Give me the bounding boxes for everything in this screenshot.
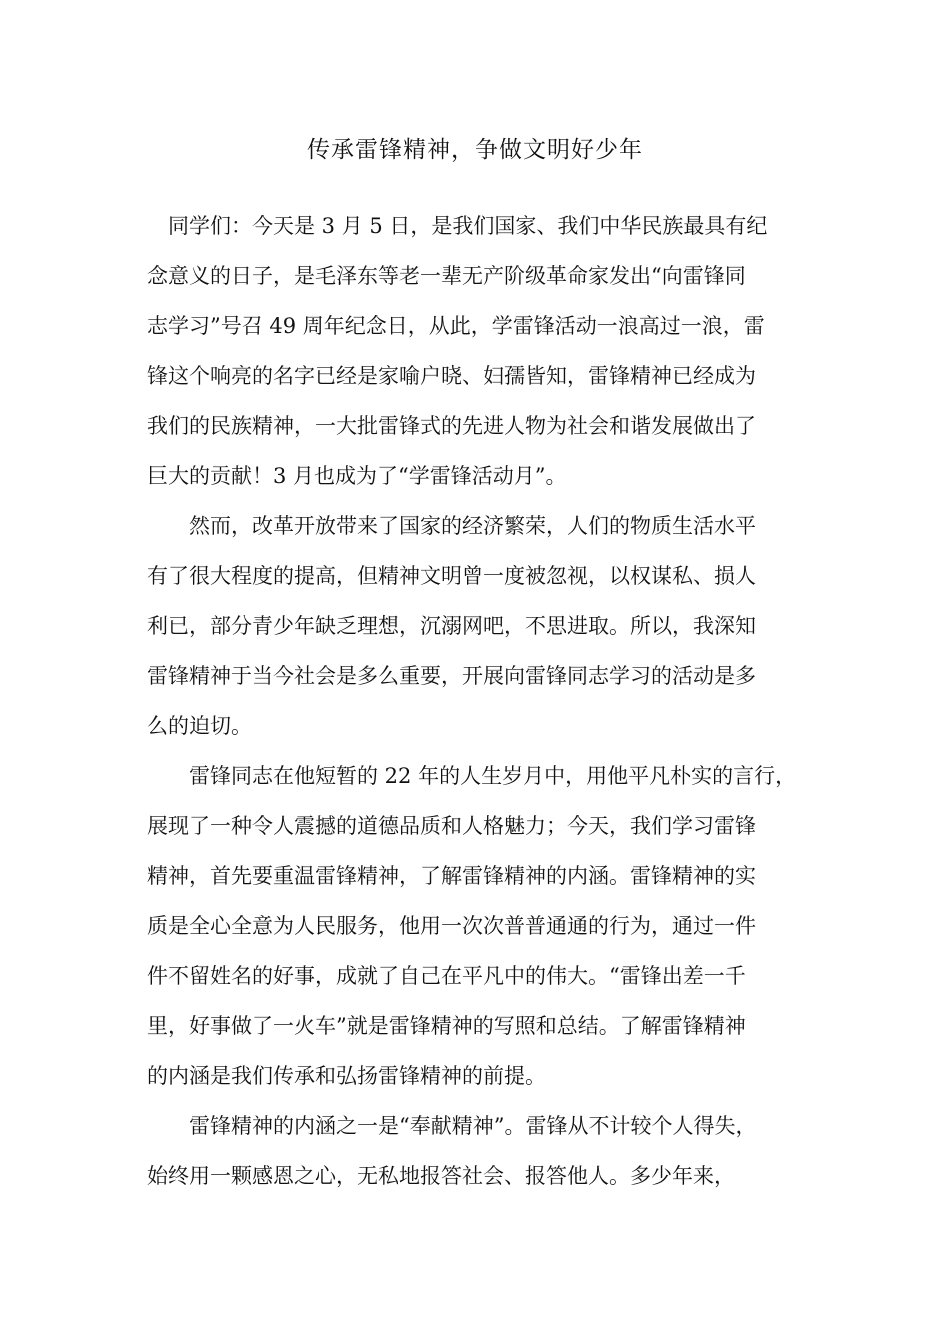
body-line: 同学们：今天是 3 月 5 日，是我们国家、我们中华民族最具有纪 <box>147 214 768 238</box>
body-line: 利已，部分青少年缺乏理想，沉溺网吧，不思进取。所以，我深知 <box>147 614 756 638</box>
body-line: 始终用一颗感恩之心，无私地报答社会、报答他人。多少年来， <box>147 1164 735 1188</box>
body-line: 巨大的贡献！3 月也成为了“学雷锋活动月”。 <box>147 464 567 488</box>
document-title: 传承雷锋精神，争做文明好少年 <box>307 137 643 163</box>
body-line: 展现了一种令人震撼的道德品质和人格魅力；今天，我们学习雷锋 <box>147 814 756 838</box>
body-line: 志学习”号召 49 周年纪念日，从此，学雷锋活动一浪高过一浪，雷 <box>147 314 765 338</box>
body-line: 件不留姓名的好事，成就了自己在平凡中的伟大。“雷锋出差一千 <box>147 964 746 988</box>
body-line: 精神，首先要重温雷锋精神，了解雷锋精神的内涵。雷锋精神的实 <box>147 864 756 888</box>
body-line: 有了很大程度的提高，但精神文明曾一度被忽视，以权谋私、损人 <box>147 564 756 588</box>
body-line: 雷锋精神的内涵之一是“奉献精神”。雷锋从不计较个人得失， <box>147 1114 757 1138</box>
body-line: 锋这个响亮的名字已经是家喻户晓、妇孺皆知，雷锋精神已经成为 <box>147 364 756 388</box>
body-line: 然而，改革开放带来了国家的经济繁荣，人们的物质生活水平 <box>147 514 756 538</box>
body-line: 质是全心全意为人民服务，他用一次次普普通通的行为，通过一件 <box>147 914 756 938</box>
body-line: 雷锋同志在他短暂的 22 年的人生岁月中，用他平凡朴实的言行， <box>147 764 797 788</box>
body-line: 里，好事做了一火车”就是雷锋精神的写照和总结。了解雷锋精神 <box>147 1014 746 1038</box>
body-line: 雷锋精神于当今社会是多么重要，开展向雷锋同志学习的活动是多 <box>147 664 756 688</box>
body-line: 么的迫切。 <box>147 714 252 738</box>
body-line: 念意义的日子，是毛泽东等老一辈无产阶级革命家发出“向雷锋同 <box>147 264 746 288</box>
body-line: 我们的民族精神，一大批雷锋式的先进人物为社会和谐发展做出了 <box>147 414 756 438</box>
body-line: 的内涵是我们传承和弘扬雷锋精神的前提。 <box>147 1064 546 1088</box>
document-body <box>147 0 837 1344</box>
